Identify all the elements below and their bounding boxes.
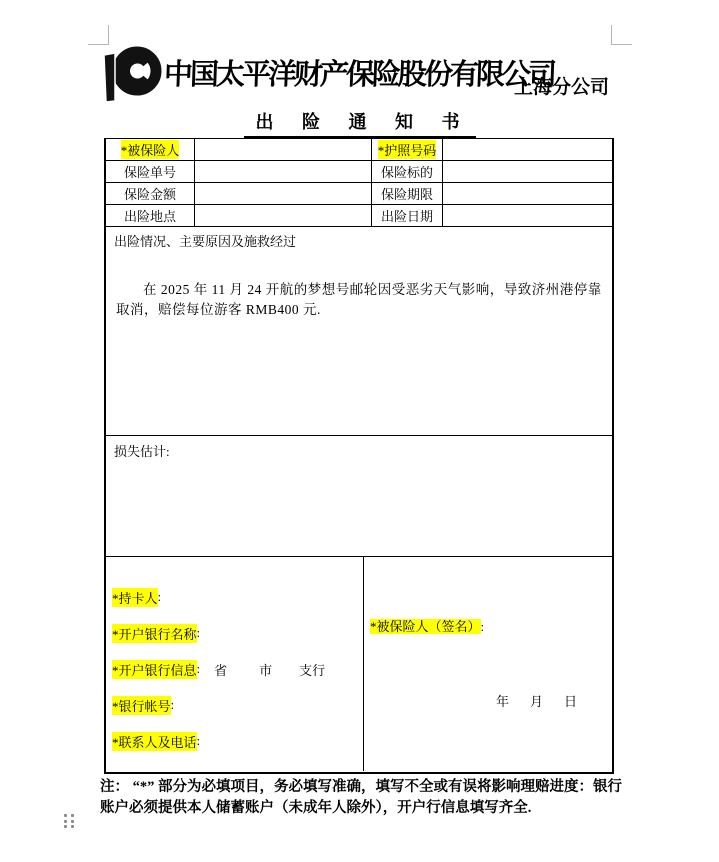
- document-title: [0, 108, 719, 138]
- insured-amount-value-cell[interactable]: [195, 183, 372, 205]
- policy-period-value-cell[interactable]: [443, 183, 612, 205]
- insured-label-cell: [106, 139, 195, 161]
- incident-description-text: 在 2025 年 11 月 24 开航的梦想号邮轮因受恶劣天气影响，导致济州港停靠取消，赔偿每位游客 RMB400 元.: [116, 282, 602, 317]
- policy-number-value-cell[interactable]: [195, 161, 372, 183]
- insured-label: *被保险人: [121, 140, 180, 159]
- accident-date-label: 出险日期: [380, 209, 433, 224]
- policy-number-label-cell: [106, 161, 195, 183]
- insured-value-cell[interactable]: [195, 139, 372, 161]
- accident-date-label-cell: [372, 205, 443, 227]
- margin-corner-mark-top-left: [88, 25, 109, 45]
- cardholder-row[interactable]: [106, 579, 363, 615]
- city-placeholder: 市: [259, 662, 273, 678]
- incident-description-section[interactable]: [106, 227, 612, 436]
- policy-period-label-cell: [372, 183, 443, 205]
- accident-date-value-cell[interactable]: [443, 205, 612, 227]
- form-header-rows: [106, 139, 612, 227]
- policy-number-label: 保险单号: [123, 165, 176, 180]
- contact-row[interactable]: [106, 723, 363, 759]
- passport-label: *护照号码: [378, 140, 437, 159]
- accident-place-value-cell[interactable]: [195, 205, 372, 227]
- bank-name-row[interactable]: [106, 615, 363, 651]
- bank-and-signature-section: [106, 557, 612, 771]
- accident-place-label: 出险地点: [123, 209, 176, 224]
- passport-value-cell[interactable]: [443, 139, 612, 161]
- passport-label-cell: [372, 139, 443, 161]
- company-name: 中国太平洋财产保险股份有限公司: [163, 59, 555, 91]
- loss-estimate-label: 损失估计:: [114, 444, 170, 459]
- loss-estimate-section[interactable]: [106, 436, 612, 557]
- branch-placeholder: 支行: [299, 662, 326, 678]
- bank-details-column: [106, 557, 364, 771]
- insured-object-label-cell: [372, 161, 443, 183]
- policy-period-label: 保险期限: [380, 187, 433, 202]
- accident-place-label-cell: [106, 205, 195, 227]
- date-day-label: 日: [564, 694, 578, 709]
- document-title-text: 出 险 通 知 书: [244, 108, 476, 138]
- incident-section-header: 出险情况、主要原因及施救经过: [114, 234, 297, 249]
- branch-name: 上海分公司: [514, 77, 610, 98]
- insured-object-label: 保险标的: [380, 165, 433, 180]
- cardholder-colon: :: [157, 589, 162, 604]
- signature-label: *被保险人（签名）: [370, 619, 481, 634]
- bank-account-colon: :: [170, 697, 175, 712]
- insured-object-value-cell[interactable]: [443, 161, 612, 183]
- bank-info-label: *开户银行信息: [112, 660, 197, 679]
- bank-info-colon: :: [196, 661, 201, 676]
- bank-info-row[interactable]: [106, 651, 363, 687]
- signature-colon: :: [480, 619, 485, 634]
- required-fields-note: 注： “*” 部分为必填项目，务必填写准确，填写不全或有误将影响理赔进度：银行账户必须提供本人储蓄账户（未成年人除外），开户行信息填写齐全.: [100, 779, 622, 816]
- contact-colon: :: [196, 733, 201, 748]
- cpic-logo-icon: [97, 43, 163, 103]
- date-year-label: 年: [496, 694, 510, 709]
- signature-line: [370, 616, 484, 635]
- province-placeholder: 省: [214, 662, 228, 678]
- signature-column[interactable]: [364, 557, 612, 771]
- bank-name-label: *开户银行名称: [112, 624, 197, 643]
- bank-name-colon: :: [196, 625, 201, 640]
- insured-amount-label-cell: [106, 183, 195, 205]
- signature-date-line: [496, 691, 577, 710]
- margin-corner-mark-top-right: [611, 25, 632, 45]
- bank-account-row[interactable]: [106, 687, 363, 723]
- claim-form-table: [104, 138, 614, 774]
- insured-amount-label: 保险金额: [123, 187, 176, 202]
- cardholder-label: *持卡人: [112, 588, 158, 607]
- date-month-label: 月: [530, 694, 544, 709]
- bank-account-label: *银行帐号: [112, 696, 171, 715]
- drag-dots-artifact: [64, 814, 78, 831]
- contact-label: *联系人及电话: [112, 732, 197, 751]
